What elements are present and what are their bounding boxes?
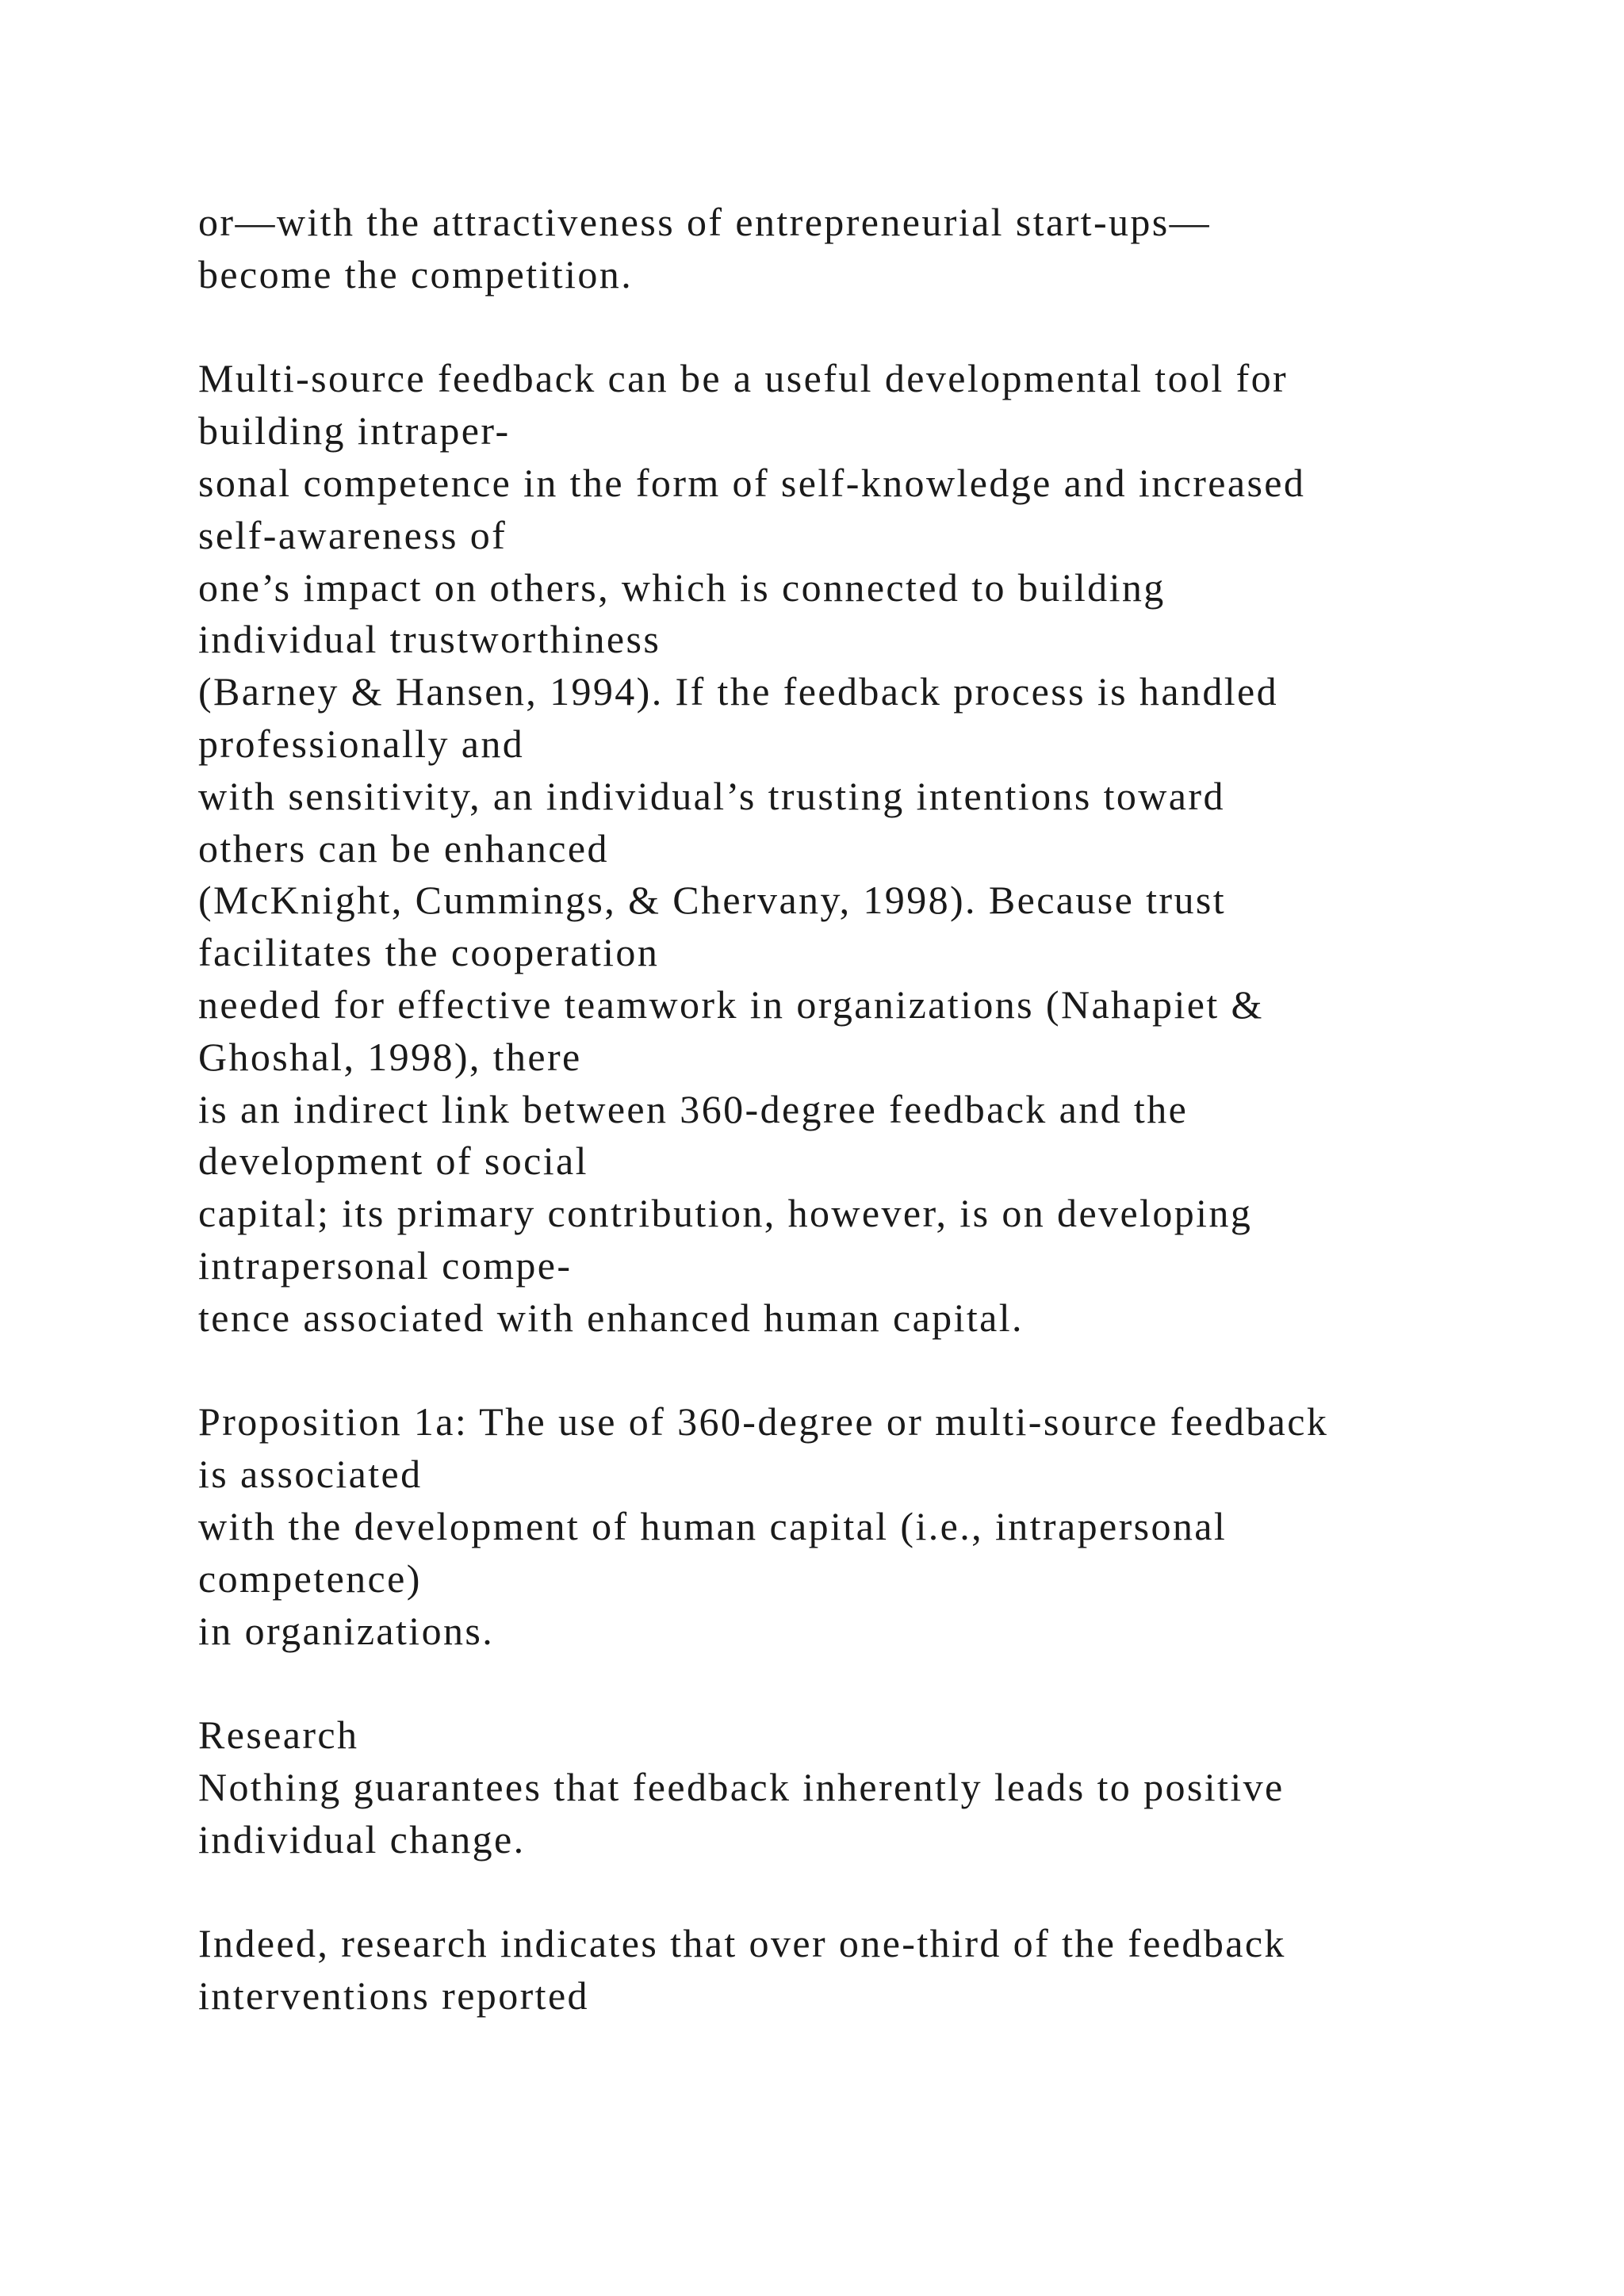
text-line: (McKnight, Cummings, & Chervany, 1998). Because trust (198, 878, 1227, 923)
text-line: intrapersonal compe- (198, 1242, 573, 1288)
text-line: facilitates the cooperation (198, 930, 660, 975)
paragraph-3 (198, 1396, 1546, 1657)
paragraph-gap (198, 1866, 1546, 1919)
paragraph-4 (198, 1709, 1546, 1866)
paragraph-gap (198, 301, 1546, 354)
text-line: capital; its primary contribution, however, is on developing (198, 1191, 1253, 1236)
text-line: development of social (198, 1138, 588, 1184)
text-line: become the competition. (198, 251, 634, 297)
text-line: sonal competence in the form of self-knowledge and increased (198, 460, 1306, 505)
text-line: needed for effective teamwork in organizations (Nahapiet & (198, 982, 1264, 1027)
text-line: is an indirect link between 360-degree feedback and the (198, 1086, 1189, 1131)
text-line: Proposition 1a: The use of 360-degree or multi-source feedback (198, 1399, 1329, 1445)
text-line: tence associated with enhanced human capital. (198, 1295, 1024, 1340)
paragraph-gap (198, 1657, 1546, 1709)
text-line: Nothing guarantees that feedback inherently leads to positive (198, 1764, 1285, 1809)
text-line: interventions reported (198, 1973, 589, 2019)
paragraph-gap (198, 1345, 1546, 1397)
text-line: (Barney & Hansen, 1994). If the feedback process is handled (198, 669, 1279, 714)
text-line: building intraper- (198, 408, 511, 453)
document-body (198, 197, 1546, 2022)
text-line: one’s impact on others, which is connected to building (198, 564, 1166, 610)
text-line: Multi-source feedback can be a useful developmental tool for (198, 356, 1289, 401)
text-line: Ghoshal, 1998), there (198, 1034, 582, 1079)
paragraph-1 (198, 197, 1546, 301)
paragraph-2 (198, 353, 1546, 1344)
text-line: with the development of human capital (i.e., intrapersonal (198, 1503, 1228, 1548)
section-heading: Research (198, 1712, 359, 1758)
text-line: with sensitivity, an individual’s trusting intentions toward (198, 773, 1225, 818)
paragraph-5 (198, 1918, 1546, 2022)
text-line: professionally and (198, 721, 525, 766)
text-line: Indeed, research indicates that over one-third of the feedback (198, 1921, 1286, 1966)
text-line: or—with the attractiveness of entrepreneurial start-ups— (198, 200, 1212, 244)
text-line: individual trustworthiness (198, 617, 661, 662)
text-line: individual change. (198, 1816, 526, 1862)
text-line: others can be enhanced (198, 825, 609, 871)
text-line: in organizations. (198, 1608, 495, 1653)
text-line: competence) (198, 1556, 422, 1601)
text-line: is associated (198, 1452, 423, 1497)
text-line: self-awareness of (198, 512, 508, 557)
